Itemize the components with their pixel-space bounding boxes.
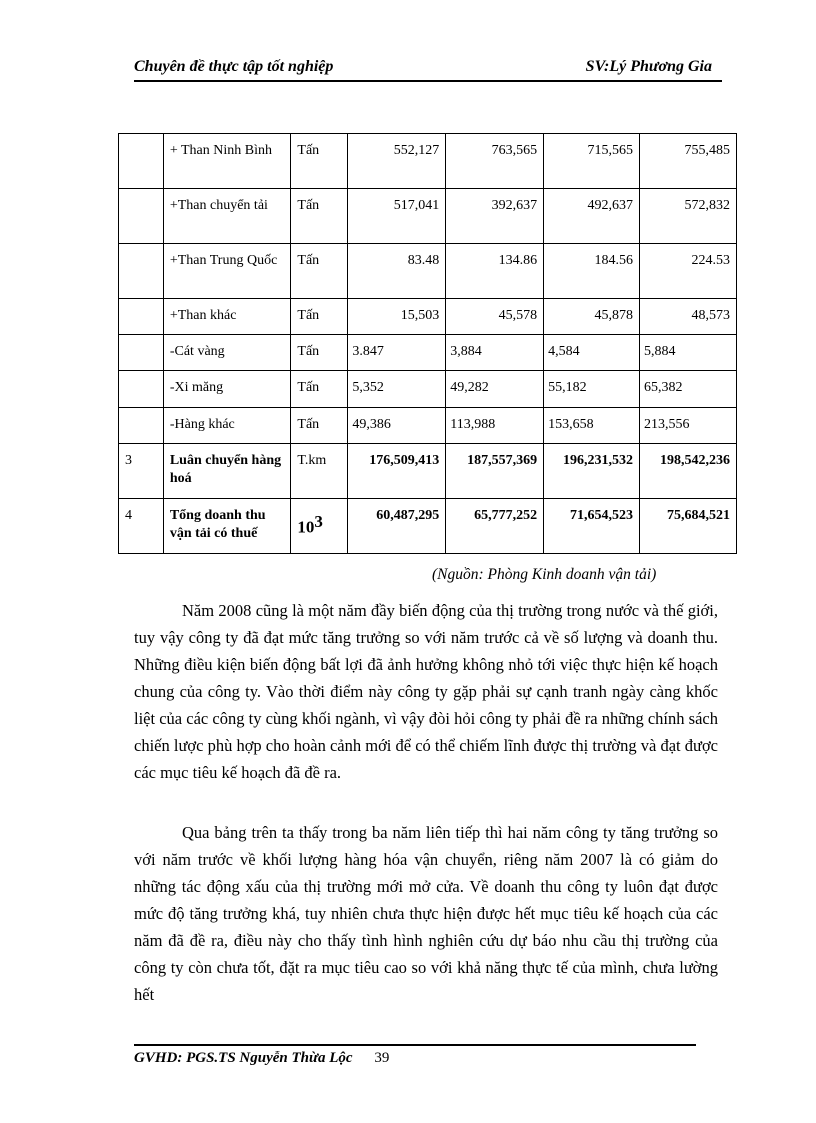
table-cell-v4: 224.53 [640,244,737,299]
table-cell-v1: 517,041 [348,189,446,244]
table-cell-v2: 113,988 [446,408,544,444]
table-cell-v4: 5,884 [640,335,737,371]
paragraph-1 [134,597,718,786]
page-header [134,56,722,82]
table-cell-name: -Xi măng [163,371,291,408]
table-row [119,444,737,499]
table-cell-v2: 134.86 [446,244,544,299]
table-cell-idx [119,371,164,408]
table-cell-v2: 65,777,252 [446,499,544,554]
table-row [119,134,737,189]
table-cell-name: +Than Trung Quốc [163,244,291,299]
table-cell-v3: 45,878 [544,299,640,335]
transport-table [118,133,737,554]
table-cell-v2: 3,884 [446,335,544,371]
table-cell-unit: Tấn [291,335,348,371]
paragraph-2 [134,819,718,1008]
table-cell-unit: Tấn [291,299,348,335]
table-cell-v4: 572,832 [640,189,737,244]
table-row [119,335,737,371]
table-cell-v4: 198,542,236 [640,444,737,499]
table-source: (Nguồn: Phòng Kinh doanh vận tải) [432,566,657,583]
table-cell-name: Luân chuyển hàng hoá [163,444,291,499]
table-cell-v3: 71,654,523 [544,499,640,554]
page-number: 39 [374,1050,390,1066]
table-cell-unit: Tấn [291,371,348,408]
table-cell-v4: 65,382 [640,371,737,408]
table-cell-unit: Tấn [291,244,348,299]
header-student: SV:Lý Phương Gia [585,58,712,75]
table-cell-v3: 184.56 [544,244,640,299]
table-cell-unit: T.km [291,444,348,499]
table-cell-name: -Hàng khác [163,408,291,444]
table-row [119,189,737,244]
table-cell-v1: 3.847 [348,335,446,371]
table-cell-idx: 4 [119,499,164,554]
table-cell-idx [119,299,164,335]
table-cell-idx [119,189,164,244]
table-cell-idx [119,408,164,444]
table-cell-name: -Cát vàng [163,335,291,371]
table-cell-name: Tổng doanh thu vận tải có thuế [163,499,291,554]
paragraph-text: Qua bảng trên ta thấy trong ba năm liên tiếp thì hai năm công ty tăng trưởng so với năm trước về khối lượng hàng hóa vận chuyển, riêng năm 2007 là có giảm do những tác động xấu của thị trường mới mở cửa. Về doanh thu công ty luôn đạt được mức độ tăng trưởng khá, tuy nhiên chưa thực hiện được hết mục tiêu kế hoạch của các năm đã đề ra, điều này cho thấy tình hình nghiên cứu dự báo nhu cầu thị trường của công ty còn chưa tốt, đặt ra mục tiêu cao so với khả năng thực tế của mình, chưa lường hết [134,823,718,1004]
footer-supervisor: GVHD: PGS.TS Nguyễn Thừa Lộc [134,1050,353,1066]
table-cell-idx [119,244,164,299]
paragraph-text: Năm 2008 cũng là một năm đầy biến động của thị trường trong nước và thế giới, tuy vậy công ty đã đạt mức tăng trưởng so với năm trước cả về số lượng và doanh thu. Những điều kiện biến động bất lợi đã ảnh hưởng không nhỏ tới việc thực hiện kế hoạch chung của công ty. Vào thời điểm này công ty gặp phải sự cạnh tranh ngày càng khốc liệt của các công ty cùng khối ngành, vì vậy đòi hỏi công ty phải đề ra những chính sách chiến lược phù hợp cho hoàn cảnh mới để có thể chiếm lĩnh được thị trường và đạt được các mục tiêu kế hoạch đã đề ra. [134,601,718,782]
table-cell-v3: 492,637 [544,189,640,244]
table-cell-v1: 5,352 [348,371,446,408]
table-cell-v1: 83.48 [348,244,446,299]
table-row [119,299,737,335]
table-cell-v4: 213,556 [640,408,737,444]
table-row [119,499,737,554]
table-cell-name: +Than chuyển tải [163,189,291,244]
table-cell-idx [119,335,164,371]
table-cell-v1: 15,503 [348,299,446,335]
table-cell-idx [119,134,164,189]
table-cell-v3: 55,182 [544,371,640,408]
table-cell-name: +Than khác [163,299,291,335]
table-cell-v1: 552,127 [348,134,446,189]
table-cell-unit: Tấn [291,189,348,244]
table-cell-name: + Than Ninh Bình [163,134,291,189]
table-row [119,371,737,408]
table-cell-unit: $10^3$ [291,499,348,554]
table-row [119,244,737,299]
table-cell-v2: 392,637 [446,189,544,244]
table-cell-unit: Tấn [291,408,348,444]
table-cell-v1: 176,509,413 [348,444,446,499]
table-cell-v3: 715,565 [544,134,640,189]
table-cell-v1: 60,487,295 [348,499,446,554]
table-cell-v4: 75,684,521 [640,499,737,554]
table-cell-idx: 3 [119,444,164,499]
table-cell-v4: 755,485 [640,134,737,189]
table-cell-v2: 763,565 [446,134,544,189]
table-cell-v3: 4,584 [544,335,640,371]
table-cell-v2: 45,578 [446,299,544,335]
table-cell-v2: 187,557,369 [446,444,544,499]
table-row [119,408,737,444]
page-footer [134,1044,696,1067]
table-cell-v2: 49,282 [446,371,544,408]
table-cell-unit: Tấn [291,134,348,189]
table-cell-v3: 196,231,532 [544,444,640,499]
table-cell-v4: 48,573 [640,299,737,335]
header-title: Chuyên đề thực tập tốt nghiệp [134,58,334,75]
table-cell-v3: 153,658 [544,408,640,444]
table-cell-v1: 49,386 [348,408,446,444]
